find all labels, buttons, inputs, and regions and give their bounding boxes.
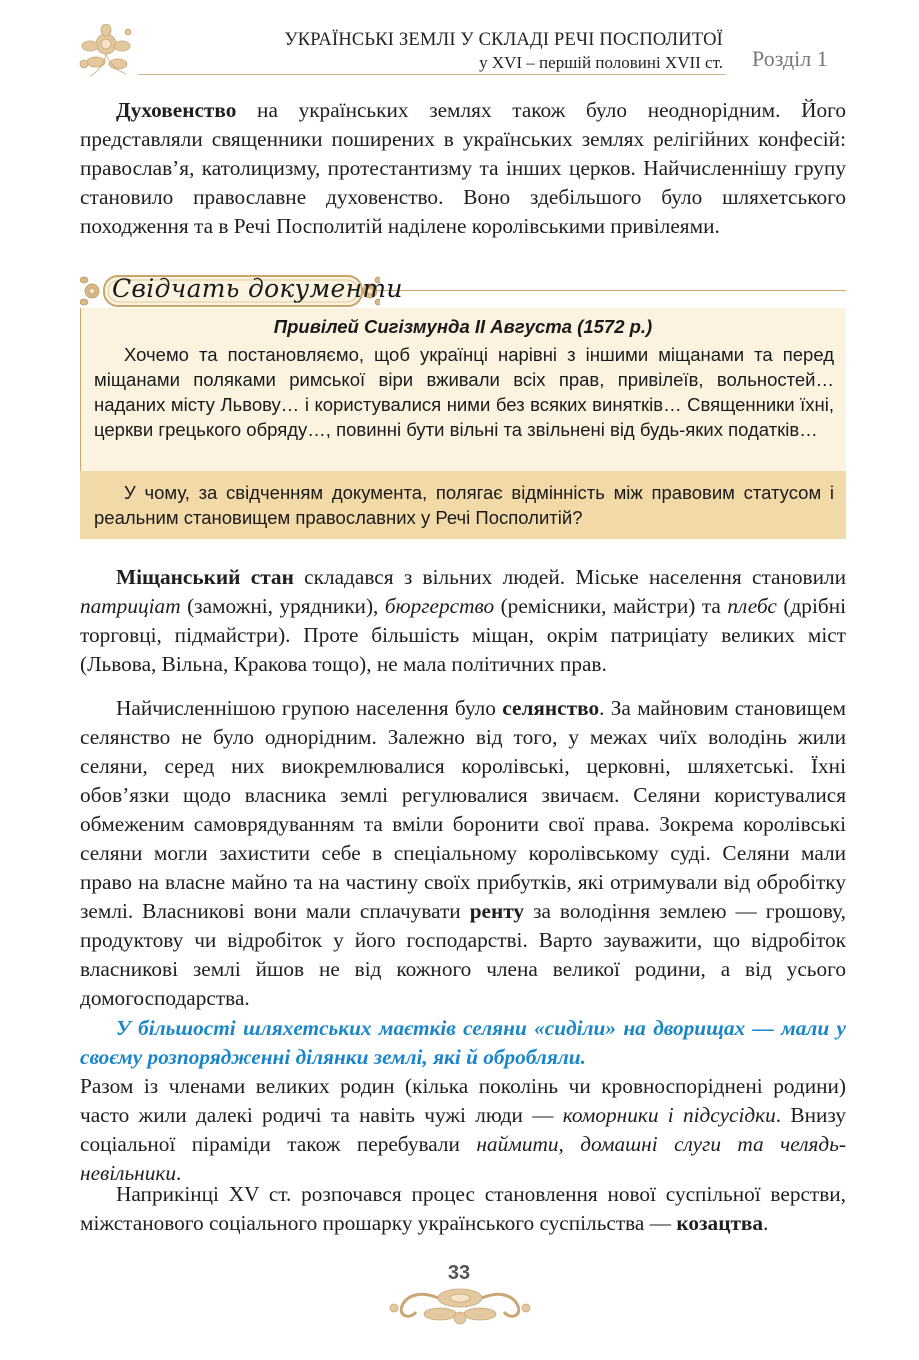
paragraph-text: за володіння землею — грошову, продуктову чи відробіток у його господарстві. Варто зауважити, що відробіток власникові землі йшов не від кожного члена великої родини, а від усього домогосподарства. [80,899,846,1010]
document-heading: Привілей Сигізмунда ІІ Августа (1572 р.) [273,316,653,337]
term-burghers: Міщанський стан [116,565,294,589]
paragraph-text: Наприкінці XV ст. розпочався процес становлення нової суспільної верстви, міжстанового соціального прошарку українського суспільства — [80,1182,846,1235]
term-servants: наймити, домашні слуги та челядь-невільники [80,1132,846,1185]
paragraph-text: складався з вільних людей. Міське населення становили [293,565,846,589]
paragraph-clergy [80,96,846,241]
paragraph-text: Найчисленнішою групою населення було [116,696,503,720]
paragraph-cossacks [80,1180,846,1238]
term-plebs: плебс [727,594,777,618]
paragraph-text: на українських землях також було неоднорідним. Його представляли священники поширених в українських землях релігійних конфесій: православ’я, католицизму, протестантизму та інших церков. Найчисленнішу групу становило православне духовенство. Воно здебільшого було шляхетського походження та в Речі Посполитій наділене королівськими привілеями. [80,98,846,238]
paragraph-text: . За майновим становищем селянство не було однорідним. Залежно від того, у межах чиїх володінь жили селяни, серед них виокремлювалися королівські, церковні, шляхетські. Їхні обов’язки щодо власника землі регулювалися звичаєм. Селяни користувалися обмеженим самоврядуванням та вміли боронити свої права. Зокрема королівські селяни могли захистити себе в спеціальному королівському суді. Селяни мали право на власне майно та на частину своїх прибутків, які отримували від обробітку землі. Власникові вони мали сплачувати [80,696,847,923]
chapter-label: Розділ 1 [752,46,828,71]
term-peasantry: селянство [502,696,600,720]
term-cossacks: козацтва [676,1211,764,1235]
paragraph-text: Разом із членами великих родин (кілька поколінь чи кровноспоріднені родини) часто жили далекі родичі та навіть чужі люди — [80,1074,846,1127]
running-header-subtitle: у XVI – першій половині XVII ст. [479,53,723,72]
paragraph-peasants [80,694,846,1013]
paragraph-text: (заможні, урядники), [180,594,385,618]
footer-scroll-ornament-icon [380,1284,540,1328]
term-patriciate: патриціат [80,594,181,618]
highlight-paragraph: У більшості шляхетських маєтків селяни «сиділи» на дворищах — мали у своєму розпорядженні ділянки землі, які й обробляли. [80,1016,846,1069]
term-lodgers: коморники і підсусідки [562,1103,776,1127]
document-section-title: Свідчать документи [112,274,403,303]
term-rent: ренту [469,899,525,923]
header-divider [138,74,726,75]
question-text: У чому, за свідченням документа, полягає відмінність між правовим статусом і реальним становищем православних у Речі Посполитій? [94,482,834,528]
paragraph-text: . [175,1161,182,1185]
paragraph-text: (ремісники, майстри) та [494,594,728,618]
term-clergy: Духовенство [116,98,237,122]
document-title-rule [370,290,846,291]
running-header-title: УКРАЇНСЬКІ ЗЕМЛІ У СКЛАДІ РЕЧІ ПОСПОЛИТОЇ [284,30,723,50]
paragraph-text: . [763,1211,769,1235]
document-quote-text: Хочемо та постановляємо, щоб українці нарівні з іншими міщанами та перед міщанами поляками римської віри вживали всіх прав, привілеїв, вольностей… наданих місту Львову… і користувалися ними без всяких винятків… Священники їхні, церкви грецького обряду…, повинні бути вільні та звільнені від будь-яких податків… [94,344,834,440]
paragraph-text: . Внизу соціальної піраміди також перебували [80,1103,847,1156]
paragraph-households [80,1072,846,1188]
paragraph-burghers [80,563,846,679]
term-burghers-middle: бюргерство [384,594,495,618]
page-number: 33 [447,1262,471,1284]
paragraph-text: (дрібні торговці, підмайстри). Проте більшість міщан, окрім патриціату великих міст (Львова, Вільна, Кракова тощо), не мала політичних прав. [80,594,847,676]
